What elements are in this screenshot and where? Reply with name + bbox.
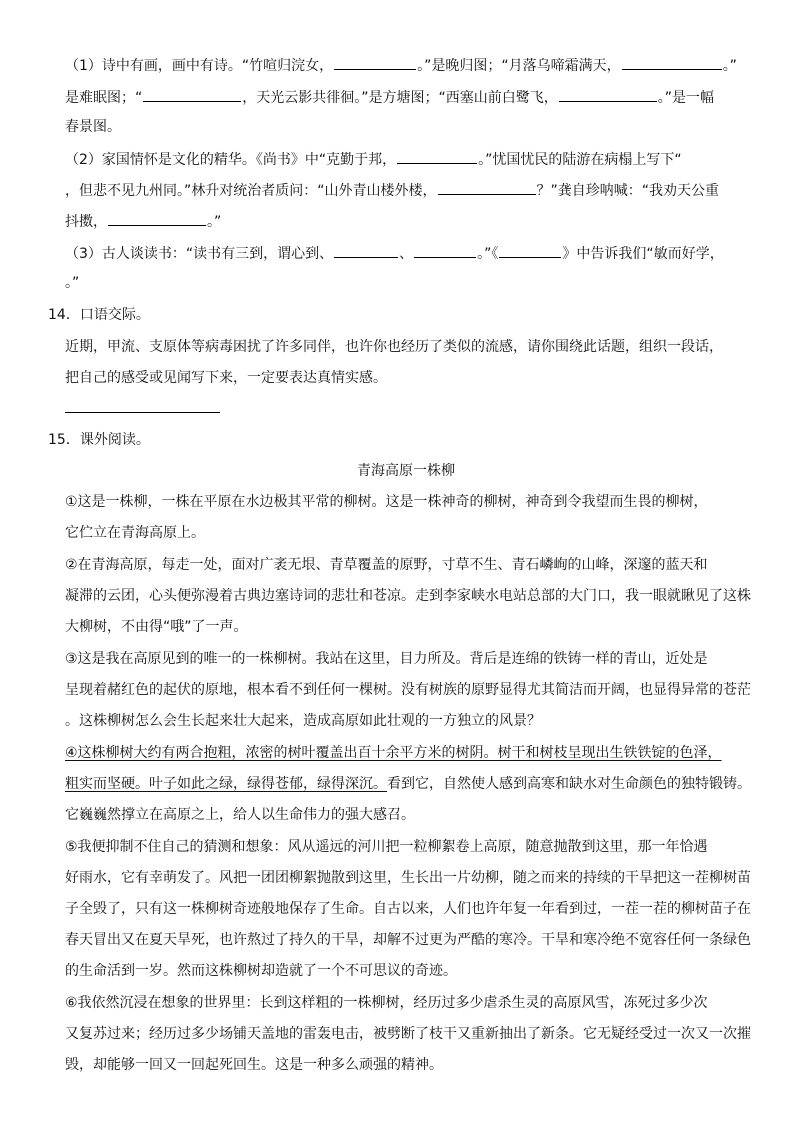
q13-part2-line3 [65, 211, 221, 232]
para3-line1: ③这是我在高原见到的唯一的一株柳树。我站在这里，目力所及。背后是连绵的铁铸一样的青山，近处是 [65, 651, 708, 667]
underlined-sentence: ④这株柳树大约有两合抱粗，浓密的树叶覆盖出百十余平方米的树阴。树干和树枝呈现出生铁铁锭的色泽， [65, 745, 722, 761]
para5-line2: 好雨水，它有幸萌发了。风把一团团柳絮抛散到这里，生长出一片幼柳，随之而来的持续的干旱把这一茬柳树苗 [65, 870, 751, 886]
text: 、 [399, 246, 414, 262]
answer-blank[interactable] [334, 55, 416, 70]
answer-blank[interactable] [108, 211, 206, 226]
para1-line2: 它伫立在青海高原上。 [65, 525, 205, 541]
para4-line3: 它巍巍然撑立在高原之上，给人以生命伟力的强大感召。 [65, 807, 415, 823]
text: ？”龚自珍呐喊：“我劝天公重 [536, 183, 720, 199]
para3-line2: 呈现着赭红色的起伏的原地，根本看不到任何一棵树。没有树族的原野显得尤其简洁而开阔，也显得异常的苍茫 [65, 682, 751, 698]
text: （2）家国情怀是文化的精华。《尚书》中“克勤于邦， [65, 152, 397, 168]
para6-line1: ⑥我依然沉浸在想象的世界里：长到这样粗的一株柳树，经历过多少虐杀生灵的高原风雪，冻死过多少次 [65, 995, 708, 1011]
answer-blank[interactable] [499, 243, 561, 258]
underlined-sentence: 粗实而坚硬。叶子如此之绿，绿得苍郁，绿得深沉。 [65, 776, 387, 792]
q13-part1-line2 [65, 87, 714, 108]
answer-blank[interactable] [334, 243, 398, 258]
text: 。” [207, 214, 222, 230]
text: 。” [722, 58, 737, 74]
text: 》中告诉我们“敏而好学， [562, 246, 724, 262]
answer-blank[interactable] [397, 149, 477, 164]
text: ，天光云影共徘徊。”是方塘图；“西塞山前白鹭飞， [242, 90, 558, 106]
q13-part3-line1 [65, 243, 724, 264]
text: 。”《 [477, 246, 499, 262]
text: 抖擞， [65, 214, 107, 230]
text: 春景图。 [65, 119, 121, 135]
para2-line1: ②在青海高原，每走一处，面对广袤无垠、青草覆盖的原野，寸草不生、青石嶙峋的山峰，深邃的蓝天和 [65, 557, 708, 573]
answer-blank[interactable] [143, 87, 241, 102]
answer-blank[interactable] [559, 87, 657, 102]
q14-body-line2: 把自己的感受或见闻写下来，一定要表达真情实感。 [65, 370, 387, 386]
para5-line1: ⑤我便抑制不住自己的猜测和想象：风从遥远的河川把一粒柳絮卷上高原，随意抛散到这里，那一年恰遇 [65, 839, 708, 855]
para2-line2: 凝滞的云团，心头便弥漫着古典边塞诗词的悲壮和苍凉。走到李家峡水电站总部的大门口，我一眼就瞅见了这株 [65, 588, 751, 604]
q13-part2-line1 [65, 149, 682, 170]
q13-part3-line2 [65, 273, 79, 293]
q13-part1-line3 [65, 117, 121, 137]
para2-line3: 大柳树，不由得“哦”了一声。 [65, 619, 248, 635]
text: （3）古人谈读书：“读书有三到，谓心到、 [65, 246, 334, 262]
answer-blank[interactable] [438, 180, 536, 195]
text: 。” [65, 275, 80, 291]
para5-line5: 的生命活到一岁。然而这株柳树却造就了一个不可思议的奇迹。 [65, 963, 457, 979]
text: 看到它，自然使人感到高寒和缺水对生命颜色的独特锻铸。 [387, 776, 751, 792]
q14-body-line1: 近期，甲流、支原体等病毒困扰了许多同伴，也许你也经历了类似的流感，请你围绕此话题，组织一段话， [65, 339, 723, 355]
para5-line4: 春天冒出又在夏天旱死，也许熬过了持久的干旱，却解不过更为严酷的寒冷。干旱和寒冷绝不宽容任何一条绿色 [65, 932, 751, 948]
text: 。”是晚归图；“月落乌啼霜满天， [417, 58, 621, 74]
text: ，但悲不见九州同。”林升对统治者质问：“山外青山楼外楼， [65, 183, 437, 199]
para6-line2: 又复苏过来；经历过多少场铺天盖地的雷轰电击，被劈断了枝干又重新抽出了新条。它无疑经受过一次又一次摧 [65, 1026, 751, 1042]
para6-line3: 毁，却能够一回又一回起死回生。这是一种多么顽强的精神。 [65, 1057, 443, 1073]
text: 。”忧国忧民的陆游在病榻上写下“ [478, 152, 682, 168]
q13-part1-line1 [65, 55, 737, 76]
text: 是难眠图；“ [65, 90, 143, 106]
para5-line3: 子全毁了，只有这一株柳树奇迹般地保存了生命。自古以来，人们也许年复一年看到过，一茬一茬的柳树苗子在 [65, 901, 751, 917]
para4-line2 [65, 774, 751, 794]
para1-line1: ①这是一株柳，一株在平原在水边极其平常的柳树。这是一株神奇的柳树，神奇到令我望而生畏的柳树， [65, 494, 708, 510]
para3-line3: 。这株柳树怎么会生长起来壮大起来，造成高原如此壮观的一方独立的风景？ [65, 713, 541, 729]
q14-heading: 14．口语交际。 [48, 307, 150, 323]
answer-blank[interactable] [622, 55, 722, 70]
para4-line1 [65, 743, 722, 763]
article-title: 青海高原一株柳 [357, 463, 455, 479]
q15-heading: 15．课外阅读。 [48, 432, 150, 448]
answer-blank[interactable] [414, 243, 476, 258]
text: （1）诗中有画，画中有诗。“竹喧归浣女， [65, 58, 334, 74]
text: 。”是一幅 [657, 90, 715, 106]
q13-part2-line2 [65, 180, 719, 201]
answer-line[interactable] [65, 412, 220, 413]
